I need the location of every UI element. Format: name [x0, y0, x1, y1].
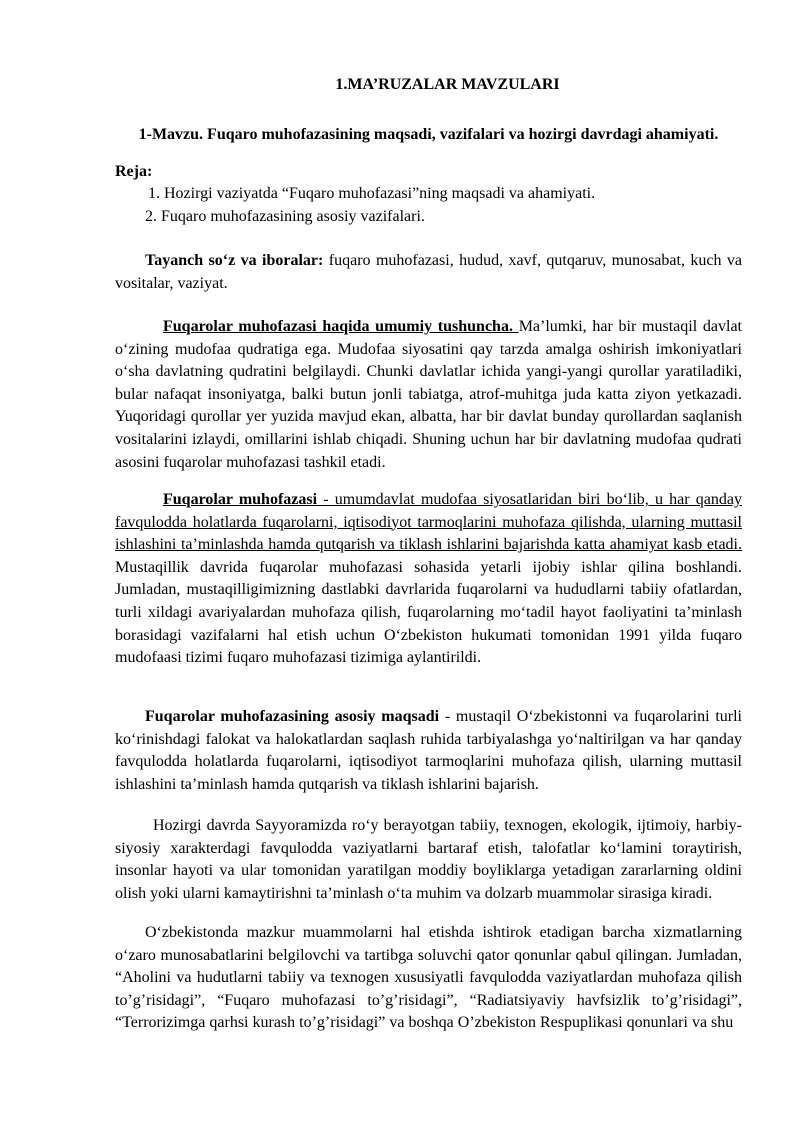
keywords-label: Tayanch so‘z va iboralar:	[145, 252, 324, 269]
keywords-paragraph	[115, 250, 742, 295]
plan-item-2: 2. Fuqaro muhofazasining asosiy vazifalari.	[145, 208, 425, 225]
paragraph-general-concept	[115, 316, 742, 474]
paragraph-definition	[115, 489, 742, 670]
topic-title: 1-Mavzu. Fuqaro muhofazasining maqsadi, vazifalari va hozirgi davrdagi ahamiyati.	[138, 126, 719, 143]
plan-label: Reja:	[115, 163, 153, 180]
paragraph-title: Fuqarolar muhofazasi	[163, 491, 318, 508]
section-heading: 1.MA’RUZALAR MAVZULARI	[335, 76, 560, 93]
paragraph-text: Mustaqillik davrida fuqarolar muhofazasi sohasida yetarli ijobiy ishlar qilina boshlandi. Jumladan, mustaqilligimizning dastlabki davrlarida fuqarolarni va hududlarni tabiiy ofatlardan, turli xildagi avariyalardan muhofaza qilish, fuqarolarning mo‘tadil hayot faoliyatini ta’minlash borasidagi vazifalarni hal etish uchun O‘zbekiston hukumati tomonidan 1991 yilda fuqaro mudofaasi tizimi fuqaro muhofazasi tizimiga aylantirildi.	[115, 558, 742, 667]
paragraph-underlined-text: - umumdavlat mudofaa siyosatlaridan biri bo‘lib, u har qanday favqulodda holatlarda fuqarolarni, iqtisodiyot tarmoqlarini muhofaza qilishda, ularning muttasil ishlashini ta’minlashda hamda qutqarish va tiklash ishlarini bajarishda katta ahamiyat kasb etadi.	[115, 491, 742, 554]
paragraph-current-period: Hozirgi davrda Sayyoramizda ro‘y berayotgan tabiiy, texnogen, ekologik, ijtimoiy, harbiy-siyosiy xarakterdagi favqulodda vaziyatlarni bartaraf etish, talofatlar ko‘lamini toraytirish, insonlar hayoti va ular tomonidan yaratilgan moddiy boyliklarga yetadigan zararlarning oldini olish yoki ularni kamaytirishni ta’minlash o‘ta muhim va dolzarb muammolar sirasiga kiradi.	[115, 817, 742, 902]
paragraph-text: - mustaqil O‘zbekistonni va fuqarolarini turli ko‘rinishdagi falokat va halokatlardan saqlash ruhida tarbiyalashga yo‘naltirilgan va har qanday favqulodda holatlarda fuqarolarni, iqtisodiyot tarmoqlarini muhofaza qilish, ularning muttasil ishlashini ta’minlash hamda qutqarish va tiklash ishlarini bajarish.	[115, 708, 742, 793]
keywords-text: fuqaro muhofazasi, hudud, xavf, qutqaruv, munosabat, kuch va vositalar, vaziyat.	[115, 252, 743, 292]
paragraph-text: Ma’lumki, har bir mustaqil davlat o‘zining mudofaa qudratiga ega. Mudofaa siyosatini qay tarzda amalga oshirish imkoniyatlari o‘sha davlatning qudratini belgilaydi. Chunki davlatlar ichida yangi-yangi qurollar yaratiladiki, bular nafaqat insoniyatga, balki butun jonli tabiatga, atrof-muhitga juda katta ziyon yetkazadi. Yuqoridagi qurollar yer yuzida mavjud ekan, albatta, har bir davlat bunday qurollardan saqlanish vositalarini izlaydi, omillarini ishlab chiqadi. Shuning uchun har bir davlatning mudofaa qudrati asosini fuqarolar muhofazasi tashkil etadi.	[115, 318, 742, 471]
paragraph-title: Fuqarolar muhofazasi haqida umumiy tushuncha.	[163, 318, 519, 335]
paragraph-laws: O‘zbekistonda mazkur muammolarni hal etishda ishtirok etadigan barcha xizmatlarning o‘zaro munosabatlarini belgilovchi va tartibga soluvchi qator qonunlar qabul qilingan. Jumladan, “Aholini va hudutlarni tabiiy va texnogen xususiyatli favqulodda vaziyatlardan muhofaza qilish to’g’risidagi”, “Fuqaro muhofazasi to’g’risidagi”, “Radiatsiyaviy havfsizlik to’g’risidagi”, “Terrorizimga qarhsi kurash to’g’risidagi” va boshqa O’zbekiston Respuplikasi qonunlari va shu	[115, 924, 742, 1032]
paragraph-title: Fuqarolar muhofazasining asosiy maqsadi	[145, 708, 440, 725]
paragraph-main-goal	[115, 706, 742, 796]
plan-item-1: 1. Hozirgi vaziyatda “Fuqaro muhofazasi”ning maqsadi va ahamiyati.	[148, 185, 596, 202]
